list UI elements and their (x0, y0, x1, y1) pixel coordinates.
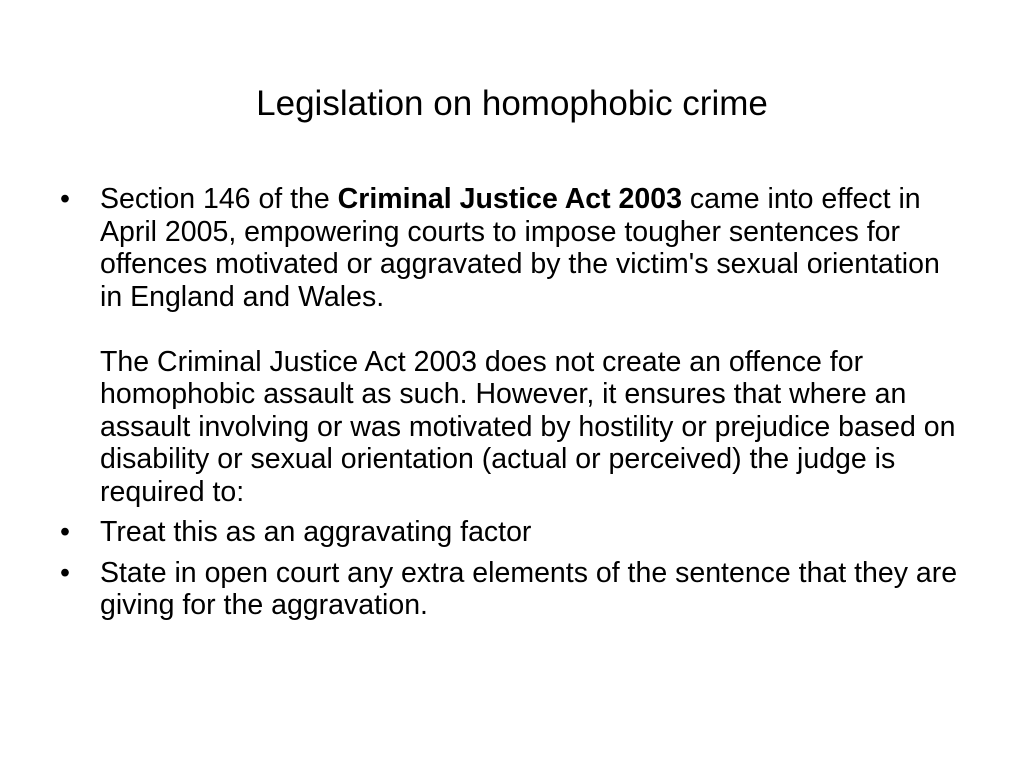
intro-text-after: came into effect in April 2005, empowering courts to impose tougher sentences for offences motivated or aggravated by the victim's sexual orientation in England and Wales. (100, 183, 940, 313)
bullet-list (58, 183, 968, 630)
bullet-icon: • (60, 556, 70, 589)
bullet-text: Treat this as an aggravating factor (100, 516, 532, 548)
bullet-paragraph-explanation: The Criminal Justice Act 2003 does not create an offence for homophobic assault as such. However, it ensures that where an assault involving or was motivated by hostility or prejudice based on disability or sexual orientation (actual or perceived) the judge is required to: (100, 345, 956, 508)
bullet-icon: • (60, 516, 70, 548)
bullet-item-section-146 (58, 183, 968, 508)
bullet-text: State in open court any extra elements of the sentence that they are giving for the aggravation. (100, 556, 958, 621)
act-name-bold: Criminal Justice Act 2003 (337, 183, 682, 215)
bullet-body (100, 183, 968, 508)
intro-text-before: Section 146 of the (100, 183, 338, 215)
bullet-body (100, 516, 968, 549)
bullet-item-open-court (58, 557, 968, 622)
bullet-item-aggravating-factor (58, 516, 968, 549)
bullet-icon: • (60, 183, 70, 215)
slide-title: Legislation on homophobic crime (256, 84, 768, 123)
bullet-body (100, 557, 968, 622)
bullet-paragraph-intro (100, 183, 968, 313)
